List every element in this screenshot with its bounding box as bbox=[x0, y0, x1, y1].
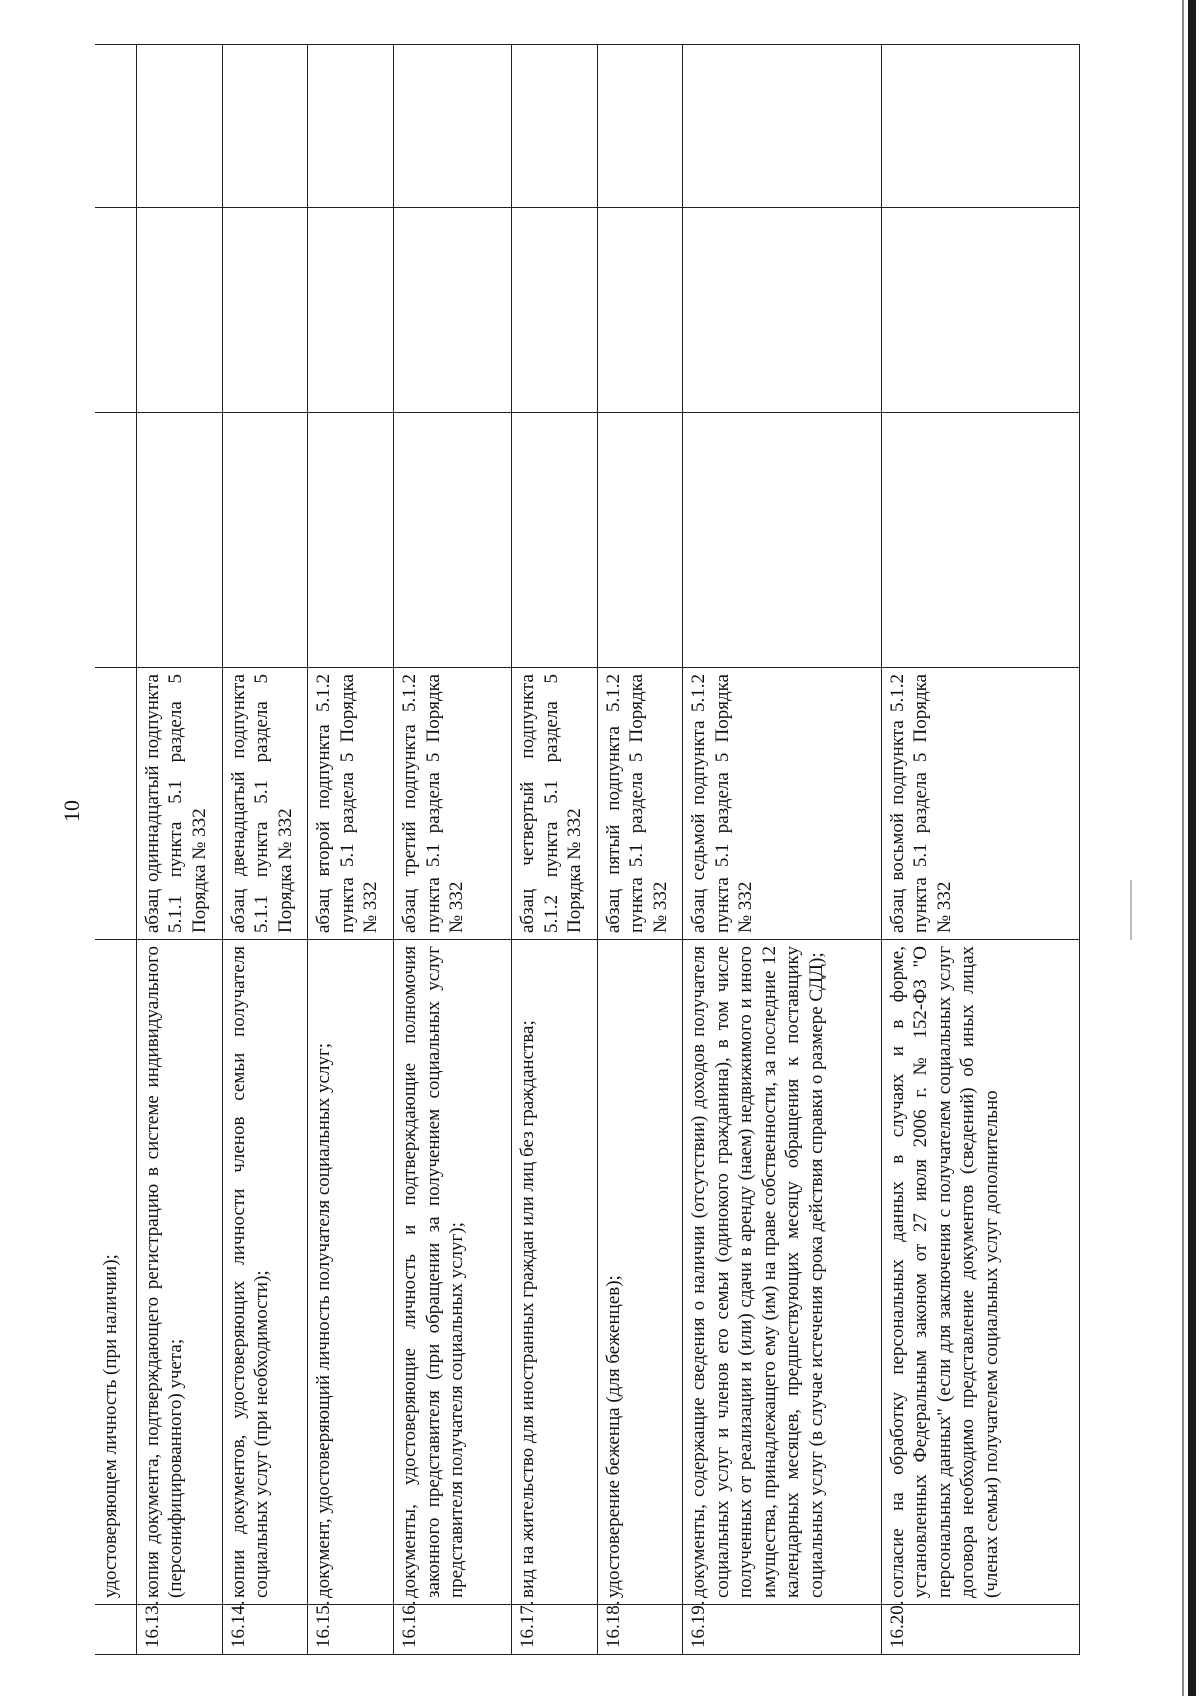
empty-cell bbox=[683, 45, 881, 208]
document-cell: согласие на обработку персональных данных в случаях и в форме, установленных Федеральным законом от 27 июля 2006 г. № 152-ФЗ "О персональных данных" (если для заключения с получателем социальных услуг договора необходимо представление документов (сведений) об иных лицах (членах семьи) получателем социальных услуг дополнительно bbox=[881, 940, 1079, 1605]
basis-cell: абзац пятый подпункта 5.1.2 пункта 5.1 раздела 5 Порядка № 332 bbox=[597, 668, 682, 940]
empty-cell bbox=[308, 208, 394, 413]
scan-edge-line bbox=[1182, 0, 1184, 1696]
basis-cell: абзац второй подпункта 5.1.2 пункта 5.1 раздела 5 Порядка № 332 bbox=[308, 668, 394, 940]
empty-cell bbox=[683, 208, 881, 413]
table-row-continuation bbox=[95, 45, 136, 1655]
empty-cell bbox=[881, 413, 1079, 668]
basis-cell: абзац двенадцатый подпункта 5.1.1 пункта 5.1 раздела 5 Порядка № 332 bbox=[222, 668, 308, 940]
row-number-cell: 16.18. bbox=[597, 1605, 682, 1655]
row-number-cell: 16.17. bbox=[512, 1605, 598, 1655]
basis-cell: абзац третий подпункта 5.1.2 пункта 5.1 раздела 5 Порядка № 332 bbox=[394, 668, 512, 940]
empty-cell bbox=[597, 45, 682, 208]
row-number-cell: 16.20. bbox=[881, 1605, 1079, 1655]
empty-cell bbox=[95, 208, 136, 413]
empty-cell bbox=[136, 208, 222, 413]
empty-cell bbox=[394, 413, 512, 668]
basis-cell: абзац четвертый подпункта 5.1.2 пункта 5.1 раздела 5 Порядка № 332 bbox=[512, 668, 598, 940]
document-cell: документы, содержащие сведения о наличии (отсутствии) доходов получателя социальных услуг и членов его семьи (одинокого гражданина), в том числе полученных от реализации и (или) сдачи в аренду (наем) недвижимого и иного имущества, принадлежащего ему (им) на праве собственности, за последние 12 календарных месяцев, предшествующих месяцу обращения к поставщику социальных услуг (в случае истечения срока действия справки о размере СДД); bbox=[683, 940, 881, 1605]
row-number-cell: 16.19. bbox=[683, 1605, 881, 1655]
table-row bbox=[881, 45, 1079, 1655]
scan-edge-border bbox=[1188, 0, 1196, 1696]
empty-cell bbox=[597, 208, 682, 413]
document-cell: документы, удостоверяющие личность и подтверждающие полномочия законного представителя (при обращении за получением социальных услуг представителя получателя социальных услуг); bbox=[394, 940, 512, 1605]
empty-cell bbox=[597, 413, 682, 668]
row-number-cell: 16.15. bbox=[308, 1605, 394, 1655]
empty-cell bbox=[308, 413, 394, 668]
row-number-cell: 16.16. bbox=[394, 1605, 512, 1655]
document-cell: документ, удостоверяющий личность получателя социальных услуг; bbox=[308, 940, 394, 1605]
continuation-cell: удостоверяющем личность (при наличии); bbox=[95, 940, 136, 1605]
row-number-cell: 16.13. bbox=[136, 1605, 222, 1655]
empty-cell bbox=[512, 45, 598, 208]
basis-cell: абзац одиннадцатый подпункта 5.1.1 пункта 5.1 раздела 5 Порядка № 332 bbox=[136, 668, 222, 940]
empty-cell bbox=[95, 668, 136, 940]
empty-cell bbox=[222, 208, 308, 413]
empty-cell bbox=[881, 208, 1079, 413]
empty-cell bbox=[308, 45, 394, 208]
empty-cell bbox=[512, 208, 598, 413]
empty-cell bbox=[95, 413, 136, 668]
document-cell: удостоверение беженца (для беженцев); bbox=[597, 940, 682, 1605]
empty-cell bbox=[512, 413, 598, 668]
rotated-table-wrapper bbox=[95, 45, 1080, 1655]
empty-cell bbox=[881, 45, 1079, 208]
document-cell: вид на жительство для иностранных граждан или лиц без гражданства; bbox=[512, 940, 598, 1605]
empty-cell bbox=[95, 1605, 136, 1655]
table-row bbox=[683, 45, 881, 1655]
empty-cell bbox=[136, 413, 222, 668]
empty-cell bbox=[683, 413, 881, 668]
table-row bbox=[394, 45, 512, 1655]
row-number-cell: 16.14. bbox=[222, 1605, 308, 1655]
empty-cell bbox=[394, 208, 512, 413]
table-row bbox=[308, 45, 394, 1655]
empty-cell bbox=[95, 45, 136, 208]
documents-table bbox=[95, 44, 1080, 1655]
empty-cell bbox=[394, 45, 512, 208]
empty-cell bbox=[222, 413, 308, 668]
document-cell: копии документов, удостоверяющих личности членов семьи получателя социальных услуг (при необходимости); bbox=[222, 940, 308, 1605]
basis-cell: абзац седьмой подпункта 5.1.2 пункта 5.1 раздела 5 Порядка № 332 bbox=[683, 668, 881, 940]
empty-cell bbox=[222, 45, 308, 208]
page-number: 10 bbox=[59, 800, 84, 822]
scan-artifact bbox=[1130, 880, 1132, 940]
document-cell: копия документа, подтверждающего регистрацию в системе индивидуального (персонифицированного) учета; bbox=[136, 940, 222, 1605]
table-row bbox=[512, 45, 598, 1655]
table-row bbox=[222, 45, 308, 1655]
basis-cell: абзац восьмой подпункта 5.1.2 пункта 5.1 раздела 5 Порядка № 332 bbox=[881, 668, 1079, 940]
table-row bbox=[597, 45, 682, 1655]
table-row bbox=[136, 45, 222, 1655]
empty-cell bbox=[136, 45, 222, 208]
